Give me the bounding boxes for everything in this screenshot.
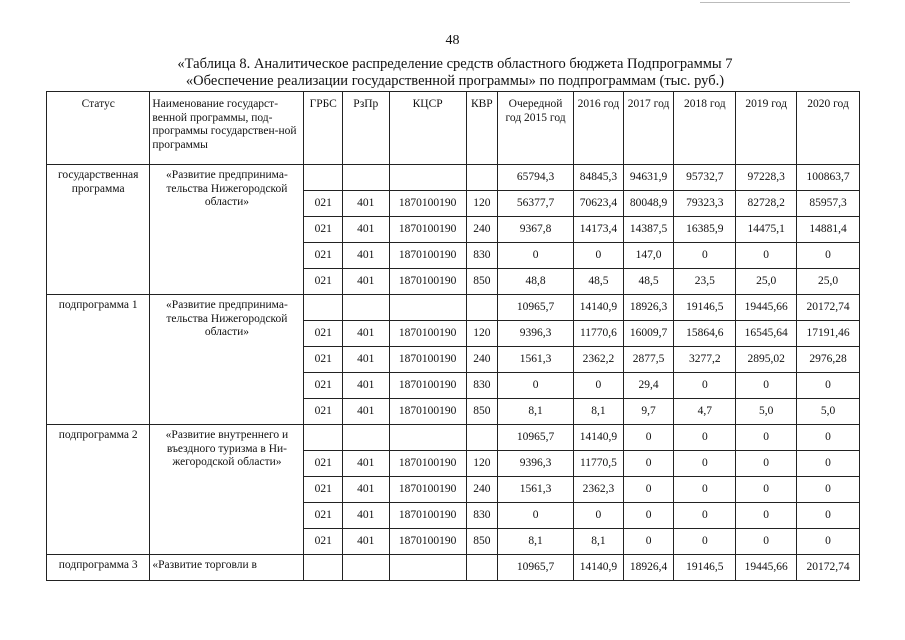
value-cell: 0 (623, 451, 674, 477)
grbs-cell: 021 (304, 347, 343, 373)
status-cell: государственная программа (47, 165, 150, 295)
value-cell: 0 (674, 451, 736, 477)
value-cell: 2877,5 (623, 347, 674, 373)
value-cell: 16545,64 (736, 321, 797, 347)
total-value-cell: 14140,9 (574, 555, 624, 581)
grbs-cell: 021 (304, 503, 343, 529)
value-cell: 14173,4 (574, 217, 624, 243)
value-cell: 9367,8 (498, 217, 574, 243)
value-cell: 14881,4 (797, 217, 860, 243)
col-header-name: Наименование государст-венной программы, под-программы государствен-ной программы (150, 92, 304, 165)
kcsr-cell: 1870100190 (389, 347, 466, 373)
empty-code-cell (466, 555, 497, 581)
empty-code-cell (304, 165, 343, 191)
value-cell: 2362,3 (574, 477, 624, 503)
rzpr-cell: 401 (342, 243, 389, 269)
table-row (47, 425, 860, 451)
value-cell: 14475,1 (736, 217, 797, 243)
empty-code-cell (389, 295, 466, 321)
rzpr-cell: 401 (342, 503, 389, 529)
total-value-cell: 0 (623, 425, 674, 451)
grbs-cell: 021 (304, 373, 343, 399)
total-value-cell: 95732,7 (674, 165, 736, 191)
kvr-cell: 240 (466, 217, 497, 243)
rzpr-cell: 401 (342, 373, 389, 399)
total-value-cell: 0 (736, 425, 797, 451)
value-cell: 0 (498, 503, 574, 529)
kvr-cell: 850 (466, 399, 497, 425)
total-value-cell: 18926,4 (623, 555, 674, 581)
rzpr-cell: 401 (342, 347, 389, 373)
grbs-cell: 021 (304, 477, 343, 503)
value-cell: 15864,6 (674, 321, 736, 347)
empty-code-cell (304, 425, 343, 451)
value-cell: 9396,3 (498, 321, 574, 347)
kvr-cell: 120 (466, 191, 497, 217)
value-cell: 8,1 (498, 399, 574, 425)
value-cell: 0 (736, 477, 797, 503)
kcsr-cell: 1870100190 (389, 217, 466, 243)
empty-code-cell (466, 425, 497, 451)
value-cell: 0 (623, 529, 674, 555)
value-cell: 147,0 (623, 243, 674, 269)
kcsr-cell: 1870100190 (389, 529, 466, 555)
value-cell: 2362,2 (574, 347, 624, 373)
header-row (47, 92, 860, 165)
grbs-cell: 021 (304, 529, 343, 555)
rzpr-cell: 401 (342, 451, 389, 477)
value-cell: 8,1 (574, 399, 624, 425)
value-cell: 56377,7 (498, 191, 574, 217)
total-value-cell: 14140,9 (574, 425, 624, 451)
table-header (47, 92, 860, 165)
col-header-2020: 2020 год (797, 92, 860, 165)
col-header-status: Статус (47, 92, 150, 165)
value-cell: 25,0 (797, 269, 860, 295)
value-cell: 0 (736, 451, 797, 477)
col-header-2016: 2016 год (574, 92, 624, 165)
value-cell: 0 (574, 503, 624, 529)
status-cell: подпрограмма 2 (47, 425, 150, 555)
program-name-cell: «Развитие предпринима-тельства Нижегородской области» (150, 165, 304, 295)
empty-code-cell (304, 555, 343, 581)
grbs-cell: 021 (304, 191, 343, 217)
value-cell: 1561,3 (498, 347, 574, 373)
value-cell: 70623,4 (574, 191, 624, 217)
value-cell: 0 (736, 373, 797, 399)
value-cell: 9396,3 (498, 451, 574, 477)
total-value-cell: 19146,5 (674, 295, 736, 321)
kcsr-cell: 1870100190 (389, 269, 466, 295)
kvr-cell: 120 (466, 451, 497, 477)
total-value-cell: 94631,9 (623, 165, 674, 191)
value-cell: 11770,6 (574, 321, 624, 347)
empty-code-cell (389, 165, 466, 191)
value-cell: 0 (736, 503, 797, 529)
kcsr-cell: 1870100190 (389, 451, 466, 477)
value-cell: 0 (674, 503, 736, 529)
value-cell: 0 (797, 243, 860, 269)
grbs-cell: 021 (304, 451, 343, 477)
value-cell: 79323,3 (674, 191, 736, 217)
total-value-cell: 0 (674, 425, 736, 451)
value-cell: 0 (797, 373, 860, 399)
col-header-2019: 2019 год (736, 92, 797, 165)
value-cell: 8,1 (498, 529, 574, 555)
value-cell: 0 (797, 529, 860, 555)
program-name-cell: «Развитие внутреннего и въездного туризма в Ни-жегородской области» (150, 425, 304, 555)
total-value-cell: 19445,66 (736, 295, 797, 321)
rzpr-cell: 401 (342, 399, 389, 425)
col-header-grbs: ГРБС (304, 92, 343, 165)
value-cell: 17191,46 (797, 321, 860, 347)
value-cell: 0 (797, 477, 860, 503)
grbs-cell: 021 (304, 399, 343, 425)
value-cell: 23,5 (674, 269, 736, 295)
value-cell: 1561,3 (498, 477, 574, 503)
value-cell: 0 (623, 503, 674, 529)
value-cell: 9,7 (623, 399, 674, 425)
budget-table (46, 91, 860, 581)
table-caption-line-1: «Таблица 8. Аналитическое распределение средств областного бюджета Подпрограммы 7 (177, 56, 733, 72)
value-cell: 3277,2 (674, 347, 736, 373)
value-cell: 0 (674, 243, 736, 269)
table-row (47, 165, 860, 191)
empty-code-cell (389, 425, 466, 451)
value-cell: 0 (498, 373, 574, 399)
empty-code-cell (466, 165, 497, 191)
empty-code-cell (342, 425, 389, 451)
status-cell: подпрограмма 3 (47, 555, 150, 581)
empty-code-cell (342, 165, 389, 191)
kcsr-cell: 1870100190 (389, 373, 466, 399)
total-value-cell: 10965,7 (498, 295, 574, 321)
value-cell: 0 (797, 503, 860, 529)
value-cell: 11770,5 (574, 451, 624, 477)
total-value-cell: 18926,3 (623, 295, 674, 321)
kvr-cell: 830 (466, 503, 497, 529)
total-value-cell: 19146,5 (674, 555, 736, 581)
value-cell: 48,8 (498, 269, 574, 295)
value-cell: 85957,3 (797, 191, 860, 217)
table-row (47, 295, 860, 321)
value-cell: 0 (574, 373, 624, 399)
value-cell: 0 (674, 477, 736, 503)
kvr-cell: 850 (466, 529, 497, 555)
kcsr-cell: 1870100190 (389, 243, 466, 269)
kcsr-cell: 1870100190 (389, 399, 466, 425)
kvr-cell: 120 (466, 321, 497, 347)
value-cell: 0 (674, 373, 736, 399)
status-cell: подпрограмма 1 (47, 295, 150, 425)
total-value-cell: 84845,3 (574, 165, 624, 191)
value-cell: 0 (674, 529, 736, 555)
kvr-cell: 850 (466, 269, 497, 295)
grbs-cell: 021 (304, 217, 343, 243)
value-cell: 2976,28 (797, 347, 860, 373)
value-cell: 0 (736, 529, 797, 555)
grbs-cell: 021 (304, 269, 343, 295)
value-cell: 25,0 (736, 269, 797, 295)
value-cell: 5,0 (797, 399, 860, 425)
value-cell: 16009,7 (623, 321, 674, 347)
col-header-kvr: КВР (466, 92, 497, 165)
kvr-cell: 830 (466, 243, 497, 269)
empty-code-cell (342, 295, 389, 321)
program-name-cell: «Развитие торговли в (150, 555, 304, 581)
total-value-cell: 20172,74 (797, 555, 860, 581)
value-cell: 4,7 (674, 399, 736, 425)
empty-code-cell (466, 295, 497, 321)
page-number: 48 (445, 33, 460, 48)
kcsr-cell: 1870100190 (389, 503, 466, 529)
grbs-cell: 021 (304, 243, 343, 269)
kcsr-cell: 1870100190 (389, 321, 466, 347)
total-value-cell: 20172,74 (797, 295, 860, 321)
rzpr-cell: 401 (342, 269, 389, 295)
col-header-kcsr: КЦСР (389, 92, 466, 165)
total-value-cell: 100863,7 (797, 165, 860, 191)
value-cell: 29,4 (623, 373, 674, 399)
grbs-cell: 021 (304, 321, 343, 347)
col-header-2015: Очередной год 2015 год (498, 92, 574, 165)
table-body (47, 165, 860, 581)
value-cell: 48,5 (623, 269, 674, 295)
value-cell: 48,5 (574, 269, 624, 295)
value-cell: 0 (623, 477, 674, 503)
kvr-cell: 830 (466, 373, 497, 399)
value-cell: 82728,2 (736, 191, 797, 217)
value-cell: 5,0 (736, 399, 797, 425)
rzpr-cell: 401 (342, 321, 389, 347)
rzpr-cell: 401 (342, 217, 389, 243)
total-value-cell: 0 (797, 425, 860, 451)
empty-code-cell (342, 555, 389, 581)
empty-code-cell (389, 555, 466, 581)
table-caption-line-2: «Обеспечение реализации государственной программы» по подпрограммам (тыс. руб.) (185, 73, 725, 89)
value-cell: 80048,9 (623, 191, 674, 217)
col-header-rzpr: РзПр (342, 92, 389, 165)
value-cell: 0 (797, 451, 860, 477)
rzpr-cell: 401 (342, 529, 389, 555)
value-cell: 8,1 (574, 529, 624, 555)
value-cell: 0 (574, 243, 624, 269)
scan-edge-line (700, 2, 850, 3)
value-cell: 2895,02 (736, 347, 797, 373)
total-value-cell: 65794,3 (498, 165, 574, 191)
total-value-cell: 97228,3 (736, 165, 797, 191)
value-cell: 0 (736, 243, 797, 269)
total-value-cell: 14140,9 (574, 295, 624, 321)
value-cell: 14387,5 (623, 217, 674, 243)
value-cell: 16385,9 (674, 217, 736, 243)
program-name-cell: «Развитие предпринима-тельства Нижегородской области» (150, 295, 304, 425)
total-value-cell: 19445,66 (736, 555, 797, 581)
col-header-2018: 2018 год (674, 92, 736, 165)
table-row (47, 555, 860, 581)
kvr-cell: 240 (466, 477, 497, 503)
value-cell: 0 (498, 243, 574, 269)
total-value-cell: 10965,7 (498, 555, 574, 581)
col-header-2017: 2017 год (623, 92, 674, 165)
kcsr-cell: 1870100190 (389, 477, 466, 503)
kvr-cell: 240 (466, 347, 497, 373)
total-value-cell: 10965,7 (498, 425, 574, 451)
kcsr-cell: 1870100190 (389, 191, 466, 217)
rzpr-cell: 401 (342, 191, 389, 217)
rzpr-cell: 401 (342, 477, 389, 503)
empty-code-cell (304, 295, 343, 321)
